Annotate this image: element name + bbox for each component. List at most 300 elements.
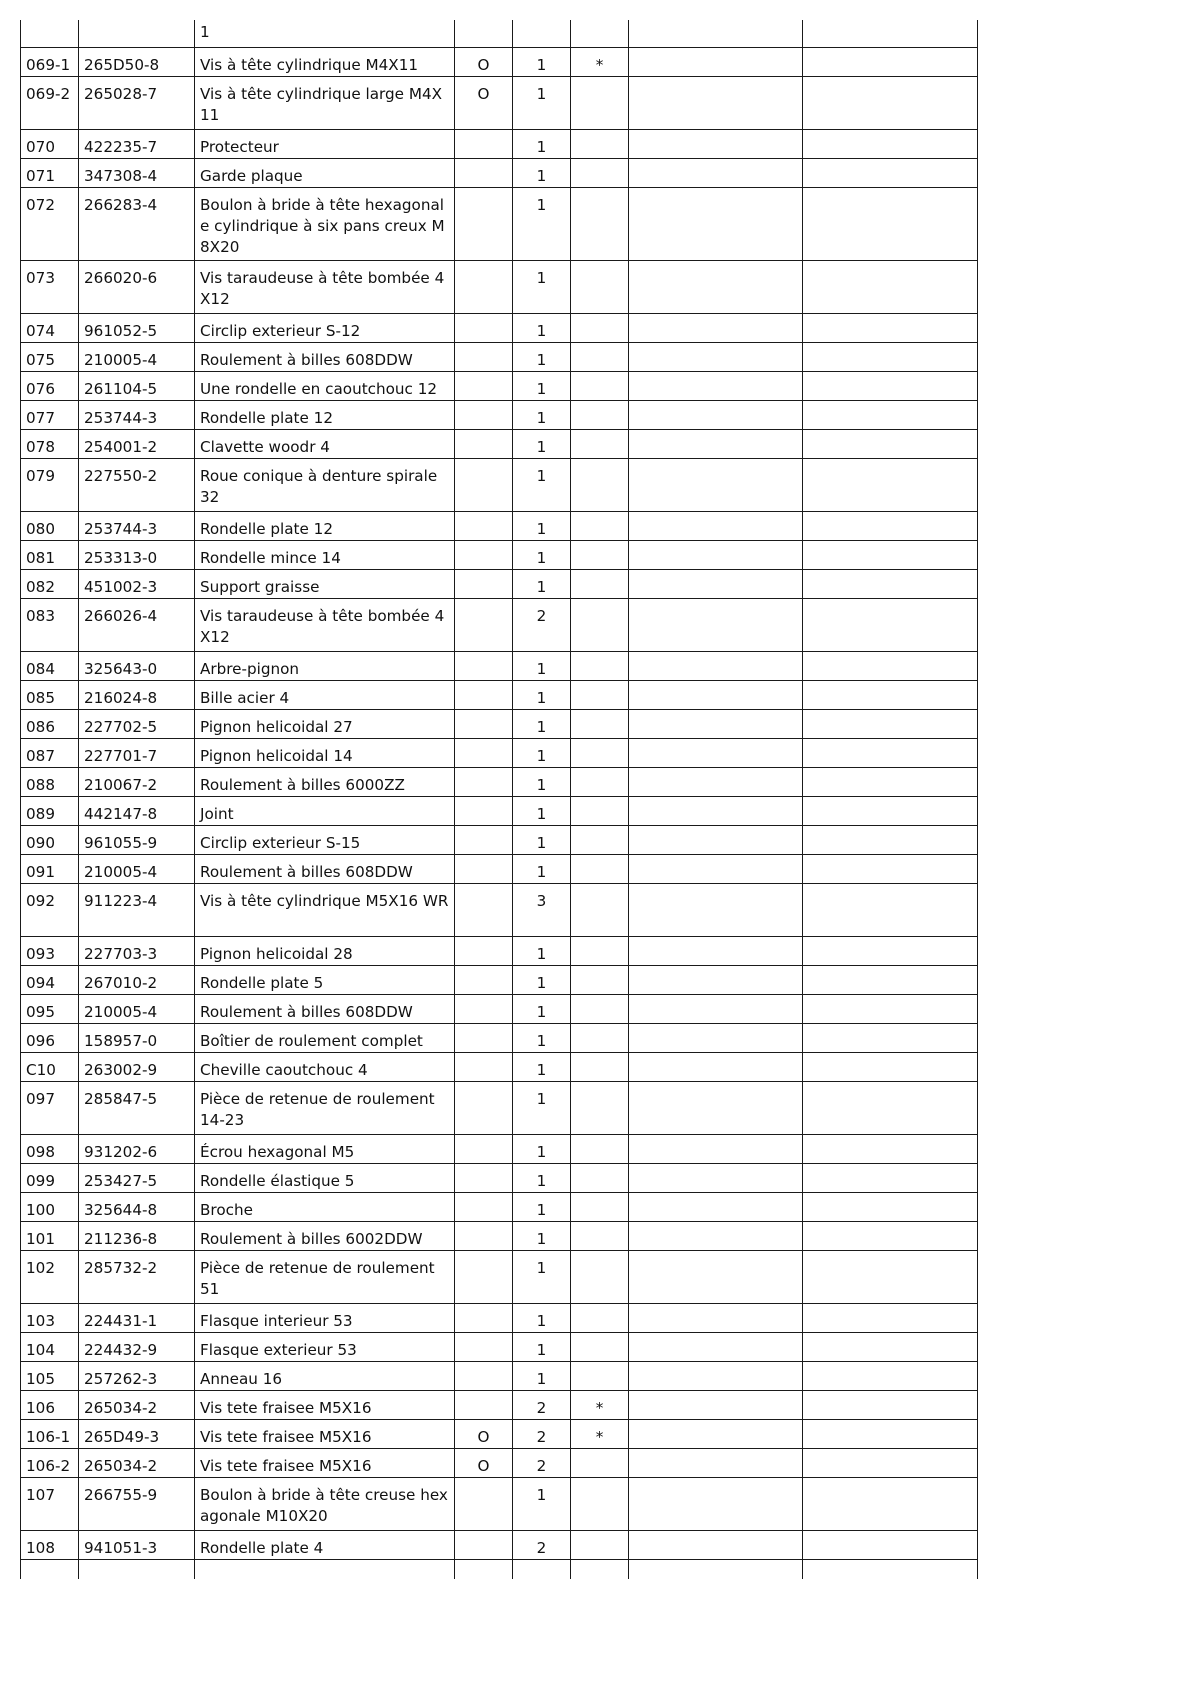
quantity-cell: 1: [513, 965, 571, 994]
description-cell: Une rondelle en caoutchouc 12: [195, 371, 455, 400]
blank-cell: [629, 936, 803, 965]
table-row: [21, 994, 978, 1023]
item-number-cell: 102: [21, 1250, 79, 1303]
table-row: [21, 936, 978, 965]
option-cell: [455, 1023, 513, 1052]
mark-cell: [571, 796, 629, 825]
option-cell: [455, 709, 513, 738]
part-number-cell: 263002-9: [79, 1052, 195, 1081]
blank-cell: [455, 1559, 513, 1579]
description-cell: Circlip exterieur S-15: [195, 825, 455, 854]
mark-cell: [571, 1023, 629, 1052]
blank-cell: [803, 1081, 978, 1134]
blank-cell: [803, 1134, 978, 1163]
table-row: [21, 371, 978, 400]
table-row: [21, 511, 978, 540]
table-row: [21, 651, 978, 680]
item-number-cell: 069-2: [21, 76, 79, 129]
description-cell: Roulement à billes 608DDW: [195, 342, 455, 371]
part-number-cell: 347308-4: [79, 158, 195, 187]
item-number-cell: 093: [21, 936, 79, 965]
mark-cell: *: [571, 1419, 629, 1448]
part-number-cell: 265034-2: [79, 1448, 195, 1477]
continuation-row: [21, 20, 978, 47]
blank-cell: [629, 1530, 803, 1559]
blank-cell: [803, 965, 978, 994]
mark-cell: [571, 1192, 629, 1221]
description-cell: Flasque exterieur 53: [195, 1332, 455, 1361]
quantity-cell: 1: [513, 569, 571, 598]
description-cell: Vis tete fraisee M5X16: [195, 1390, 455, 1419]
blank-cell: [803, 458, 978, 511]
blank-cell: [803, 371, 978, 400]
mark-cell: [571, 540, 629, 569]
parts-table-body: [21, 20, 978, 1579]
table-row: [21, 1081, 978, 1134]
option-cell: [455, 540, 513, 569]
blank-cell: [629, 1361, 803, 1390]
table-row: [21, 540, 978, 569]
description-cell: Roulement à billes 608DDW: [195, 854, 455, 883]
blank-cell: [629, 598, 803, 651]
table-row: [21, 1448, 978, 1477]
part-number-cell: 253313-0: [79, 540, 195, 569]
part-number-cell: 265034-2: [79, 1390, 195, 1419]
option-cell: [455, 20, 513, 47]
mark-cell: [571, 1477, 629, 1530]
parts-list-page: [20, 20, 978, 1579]
blank-cell: [629, 313, 803, 342]
table-row: [21, 738, 978, 767]
table-row: [21, 1477, 978, 1530]
table-row: [21, 854, 978, 883]
item-number-cell: 082: [21, 569, 79, 598]
mark-cell: [571, 260, 629, 313]
mark-cell: [571, 738, 629, 767]
part-number-cell: 325643-0: [79, 651, 195, 680]
blank-cell: [803, 1390, 978, 1419]
quantity-cell: 1: [513, 76, 571, 129]
item-number-cell: 080: [21, 511, 79, 540]
blank-cell: [803, 1221, 978, 1250]
blank-cell: [629, 883, 803, 936]
mark-cell: [571, 1163, 629, 1192]
blank-cell: [629, 1250, 803, 1303]
option-cell: [455, 651, 513, 680]
option-cell: [455, 994, 513, 1023]
item-number-cell: 106-1: [21, 1419, 79, 1448]
option-cell: [455, 883, 513, 936]
blank-cell: [629, 20, 803, 47]
option-cell: [455, 738, 513, 767]
description-cell: Bille acier 4: [195, 680, 455, 709]
quantity-cell: 3: [513, 883, 571, 936]
part-number-cell: 422235-7: [79, 129, 195, 158]
table-row: [21, 313, 978, 342]
blank-cell: [803, 1163, 978, 1192]
description-cell: Roulement à billes 608DDW: [195, 994, 455, 1023]
blank-cell: [629, 458, 803, 511]
option-cell: [455, 680, 513, 709]
description-cell: Vis à tête cylindrique M5X16 WR: [195, 883, 455, 936]
item-number-cell: 083: [21, 598, 79, 651]
item-number-cell: 097: [21, 1081, 79, 1134]
blank-cell: [803, 709, 978, 738]
option-cell: [455, 260, 513, 313]
blank-cell: [629, 825, 803, 854]
quantity-cell: 1: [513, 767, 571, 796]
blank-cell: [629, 260, 803, 313]
blank-cell: [629, 965, 803, 994]
description-cell: Anneau 16: [195, 1361, 455, 1390]
quantity-cell: 1: [513, 129, 571, 158]
part-number-cell: 931202-6: [79, 1134, 195, 1163]
blank-cell: [803, 1448, 978, 1477]
blank-cell: [21, 1559, 79, 1579]
quantity-cell: 1: [513, 651, 571, 680]
quantity-cell: 2: [513, 1419, 571, 1448]
blank-cell: [803, 680, 978, 709]
quantity-cell: 1: [513, 738, 571, 767]
description-cell: Roulement à billes 6000ZZ: [195, 767, 455, 796]
mark-cell: [571, 1250, 629, 1303]
blank-cell: [629, 1052, 803, 1081]
blank-cell: [629, 1134, 803, 1163]
option-cell: [455, 767, 513, 796]
mark-cell: *: [571, 1390, 629, 1419]
blank-cell: [803, 1477, 978, 1530]
blank-cell: [803, 651, 978, 680]
mark-cell: [571, 20, 629, 47]
blank-cell: [629, 1163, 803, 1192]
mark-cell: [571, 825, 629, 854]
blank-cell: [803, 260, 978, 313]
part-number-cell: 285732-2: [79, 1250, 195, 1303]
part-number-cell: 216024-8: [79, 680, 195, 709]
item-number-cell: 076: [21, 371, 79, 400]
blank-cell: [803, 883, 978, 936]
mark-cell: [571, 158, 629, 187]
mark-cell: [571, 129, 629, 158]
quantity-cell: 1: [513, 1477, 571, 1530]
option-cell: [455, 1163, 513, 1192]
part-number-cell: 941051-3: [79, 1530, 195, 1559]
blank-cell: [629, 47, 803, 76]
option-cell: [455, 158, 513, 187]
quantity-cell: 1: [513, 540, 571, 569]
item-number-cell: 108: [21, 1530, 79, 1559]
part-number-cell: 257262-3: [79, 1361, 195, 1390]
mark-cell: [571, 458, 629, 511]
item-number-cell: 100: [21, 1192, 79, 1221]
blank-cell: [803, 342, 978, 371]
blank-cell: [629, 738, 803, 767]
quantity-cell: 1: [513, 1052, 571, 1081]
blank-cell: [803, 825, 978, 854]
table-row: [21, 187, 978, 260]
description-cell: Rondelle élastique 5: [195, 1163, 455, 1192]
blank-cell: [79, 1559, 195, 1579]
table-row: [21, 1530, 978, 1559]
quantity-cell: [513, 20, 571, 47]
part-number-cell: 325644-8: [79, 1192, 195, 1221]
blank-cell: [803, 20, 978, 47]
table-row: [21, 1250, 978, 1303]
description-cell: Protecteur: [195, 129, 455, 158]
table-row: [21, 1163, 978, 1192]
blank-cell: [629, 1390, 803, 1419]
quantity-cell: 1: [513, 371, 571, 400]
option-cell: [455, 129, 513, 158]
table-row: [21, 569, 978, 598]
mark-cell: [571, 187, 629, 260]
part-number-cell: [79, 20, 195, 47]
item-number-cell: 105: [21, 1361, 79, 1390]
description-cell: Support graisse: [195, 569, 455, 598]
part-number-cell: 227701-7: [79, 738, 195, 767]
blank-cell: [629, 187, 803, 260]
mark-cell: [571, 1448, 629, 1477]
quantity-cell: 2: [513, 1530, 571, 1559]
blank-cell: [803, 429, 978, 458]
part-number-cell: 210005-4: [79, 994, 195, 1023]
part-number-cell: 211236-8: [79, 1221, 195, 1250]
part-number-cell: 265D50-8: [79, 47, 195, 76]
description-cell: Pignon helicoidal 14: [195, 738, 455, 767]
blank-cell: [629, 1081, 803, 1134]
parts-table: [20, 20, 978, 1579]
part-number-cell: 210067-2: [79, 767, 195, 796]
quantity-cell: 1: [513, 1081, 571, 1134]
mark-cell: [571, 429, 629, 458]
option-cell: O: [455, 76, 513, 129]
part-number-cell: 210005-4: [79, 854, 195, 883]
blank-cell: [629, 129, 803, 158]
blank-cell: [803, 1361, 978, 1390]
blank-cell: [803, 1192, 978, 1221]
part-number-cell: 265028-7: [79, 76, 195, 129]
item-number-cell: 090: [21, 825, 79, 854]
part-number-cell: 224431-1: [79, 1303, 195, 1332]
option-cell: [455, 1390, 513, 1419]
table-row: [21, 1221, 978, 1250]
table-row: [21, 680, 978, 709]
description-cell: Broche: [195, 1192, 455, 1221]
quantity-cell: 1: [513, 187, 571, 260]
mark-cell: [571, 854, 629, 883]
mark-cell: [571, 76, 629, 129]
quantity-cell: 1: [513, 825, 571, 854]
item-number-cell: 098: [21, 1134, 79, 1163]
option-cell: [455, 1303, 513, 1332]
blank-cell: [629, 511, 803, 540]
quantity-cell: 1: [513, 47, 571, 76]
quantity-cell: 1: [513, 1221, 571, 1250]
item-number-cell: 069-1: [21, 47, 79, 76]
blank-cell: [629, 1419, 803, 1448]
quantity-cell: 1: [513, 1134, 571, 1163]
blank-cell: [803, 1530, 978, 1559]
item-number-cell: 107: [21, 1477, 79, 1530]
item-number-cell: 073: [21, 260, 79, 313]
table-row: [21, 400, 978, 429]
blank-cell: [629, 1303, 803, 1332]
blank-cell: [803, 1559, 978, 1579]
blank-cell: [629, 1023, 803, 1052]
blank-cell: [803, 936, 978, 965]
description-cell: Garde plaque: [195, 158, 455, 187]
description-cell: Vis taraudeuse à tête bombée 4X12: [195, 260, 455, 313]
table-row: [21, 158, 978, 187]
blank-cell: [629, 371, 803, 400]
option-cell: [455, 429, 513, 458]
description-cell: Boîtier de roulement complet: [195, 1023, 455, 1052]
option-cell: [455, 1081, 513, 1134]
table-row: [21, 1303, 978, 1332]
option-cell: [455, 936, 513, 965]
table-row: [21, 796, 978, 825]
blank-cell: [629, 1221, 803, 1250]
quantity-cell: 2: [513, 1390, 571, 1419]
mark-cell: [571, 598, 629, 651]
blank-cell: [629, 569, 803, 598]
part-number-cell: 227702-5: [79, 709, 195, 738]
description-cell: Vis à tête cylindrique large M4X11: [195, 76, 455, 129]
part-number-cell: 227703-3: [79, 936, 195, 965]
option-cell: [455, 1361, 513, 1390]
option-cell: [455, 342, 513, 371]
option-cell: [455, 313, 513, 342]
item-number-cell: 079: [21, 458, 79, 511]
blank-cell: [803, 994, 978, 1023]
part-number-cell: 158957-0: [79, 1023, 195, 1052]
option-cell: [455, 598, 513, 651]
table-row: [21, 1134, 978, 1163]
table-row: [21, 825, 978, 854]
mark-cell: [571, 883, 629, 936]
part-number-cell: 451002-3: [79, 569, 195, 598]
item-number-cell: 106: [21, 1390, 79, 1419]
option-cell: [455, 825, 513, 854]
mark-cell: [571, 1221, 629, 1250]
option-cell: O: [455, 1448, 513, 1477]
quantity-cell: 1: [513, 1303, 571, 1332]
mark-cell: [571, 342, 629, 371]
option-cell: [455, 569, 513, 598]
option-cell: [455, 187, 513, 260]
item-number-cell: 106-2: [21, 1448, 79, 1477]
table-row: [21, 709, 978, 738]
table-row: [21, 1332, 978, 1361]
part-number-cell: 961055-9: [79, 825, 195, 854]
blank-cell: [629, 994, 803, 1023]
description-cell: Joint: [195, 796, 455, 825]
description-cell: Cheville caoutchouc 4: [195, 1052, 455, 1081]
quantity-cell: 1: [513, 936, 571, 965]
description-cell: Écrou hexagonal M5: [195, 1134, 455, 1163]
item-number-cell: 103: [21, 1303, 79, 1332]
option-cell: [455, 1530, 513, 1559]
mark-cell: [571, 965, 629, 994]
mark-cell: [571, 680, 629, 709]
description-cell: Rondelle plate 12: [195, 400, 455, 429]
blank-cell: [513, 1559, 571, 1579]
table-row: [21, 47, 978, 76]
option-cell: [455, 796, 513, 825]
blank-cell: [803, 158, 978, 187]
mark-cell: [571, 313, 629, 342]
option-cell: [455, 458, 513, 511]
quantity-cell: 1: [513, 1023, 571, 1052]
blank-cell: [629, 1448, 803, 1477]
blank-cell: [571, 1559, 629, 1579]
description-cell: Flasque interieur 53: [195, 1303, 455, 1332]
description-cell: Roue conique à denture spirale 32: [195, 458, 455, 511]
item-number-cell: 077: [21, 400, 79, 429]
blank-cell: [803, 1332, 978, 1361]
description-cell: Rondelle plate 12: [195, 511, 455, 540]
option-cell: [455, 1477, 513, 1530]
blank-cell: [195, 1559, 455, 1579]
option-cell: O: [455, 1419, 513, 1448]
blank-cell: [803, 1419, 978, 1448]
table-row: [21, 429, 978, 458]
item-number-cell: [21, 20, 79, 47]
mark-cell: [571, 1303, 629, 1332]
description-cell: Pièce de retenue de roulement 51: [195, 1250, 455, 1303]
blank-cell: [803, 1052, 978, 1081]
option-cell: [455, 511, 513, 540]
part-number-cell: 210005-4: [79, 342, 195, 371]
blank-cell: [629, 651, 803, 680]
table-row: [21, 458, 978, 511]
quantity-cell: 1: [513, 400, 571, 429]
table-row: [21, 260, 978, 313]
description-cell: Boulon à bride à tête creuse hexagonale M10X20: [195, 1477, 455, 1530]
description-cell: Clavette woodr 4: [195, 429, 455, 458]
quantity-cell: 1: [513, 1192, 571, 1221]
table-row: [21, 1419, 978, 1448]
item-number-cell: 087: [21, 738, 79, 767]
blank-cell: [629, 158, 803, 187]
table-row: [21, 965, 978, 994]
option-cell: O: [455, 47, 513, 76]
mark-cell: [571, 994, 629, 1023]
mark-cell: [571, 651, 629, 680]
blank-cell: [803, 313, 978, 342]
blank-cell: [803, 47, 978, 76]
blank-cell: [803, 400, 978, 429]
table-row: [21, 76, 978, 129]
mark-cell: [571, 400, 629, 429]
blank-cell: [629, 540, 803, 569]
description-cell: Boulon à bride à tête hexagonale cylindrique à six pans creux M8X20: [195, 187, 455, 260]
table-row: [21, 598, 978, 651]
part-number-cell: 266283-4: [79, 187, 195, 260]
description-cell: Rondelle mince 14: [195, 540, 455, 569]
blank-cell: [629, 429, 803, 458]
description-cell: Roulement à billes 6002DDW: [195, 1221, 455, 1250]
part-number-cell: 911223-4: [79, 883, 195, 936]
description-cell: 1: [195, 20, 455, 47]
blank-cell: [803, 1023, 978, 1052]
quantity-cell: 1: [513, 680, 571, 709]
table-row: [21, 342, 978, 371]
item-number-cell: 088: [21, 767, 79, 796]
part-number-cell: 224432-9: [79, 1332, 195, 1361]
part-number-cell: 261104-5: [79, 371, 195, 400]
item-number-cell: 101: [21, 1221, 79, 1250]
